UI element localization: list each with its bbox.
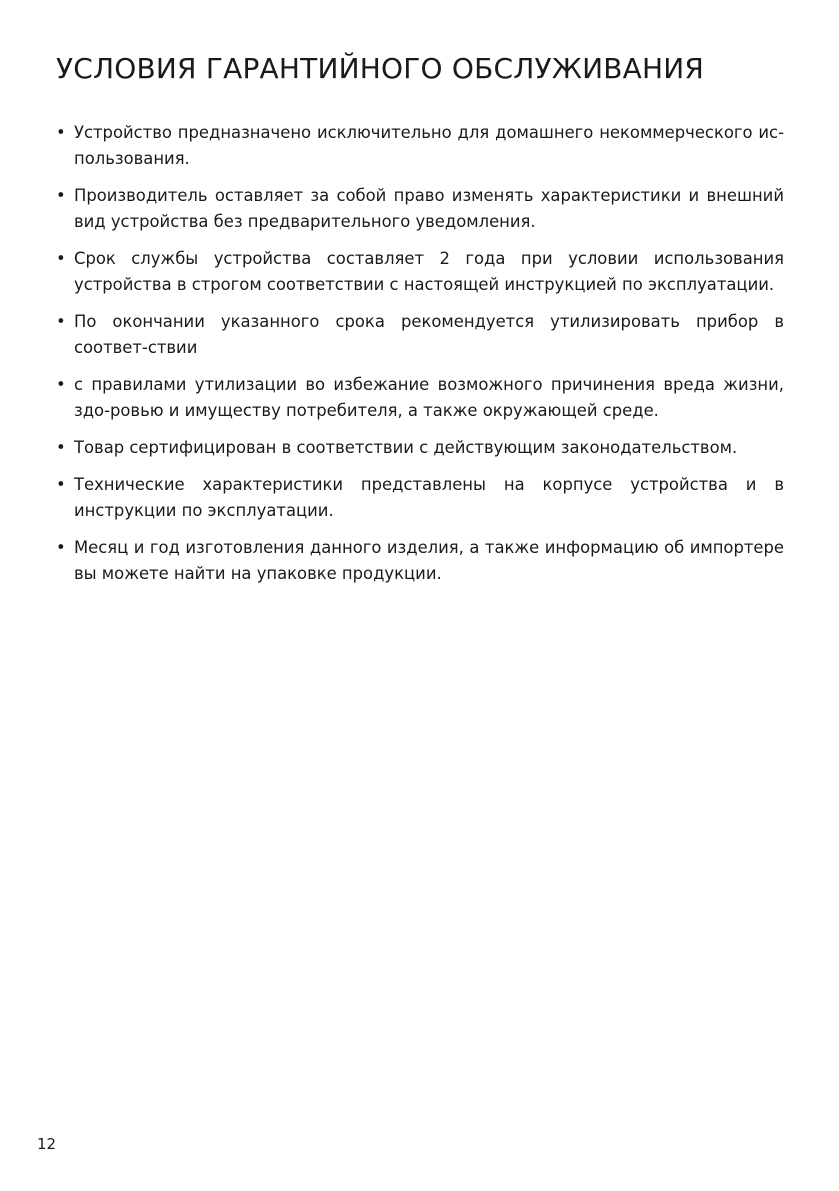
- list-item: [56, 183, 784, 235]
- list-item-text: Технические характеристики представлены на корпусе устройства и в инструкции по эксплуатации.: [74, 475, 784, 520]
- bullet-icon: •: [56, 249, 66, 268]
- list-item: [56, 246, 784, 298]
- list-item: [56, 535, 784, 587]
- bullet-icon: •: [56, 375, 66, 394]
- list-item: [56, 309, 784, 361]
- bullet-icon: •: [56, 475, 66, 494]
- bullet-icon: •: [56, 312, 66, 331]
- bullet-icon: •: [56, 438, 66, 457]
- bullet-icon: •: [56, 123, 66, 142]
- list-item: [56, 472, 784, 524]
- list-item-text: Месяц и год изготовления данного изделия, а также информацию об импортере вы можете найти на упаковке продукции.: [74, 538, 784, 583]
- list-item-text: По окончании указанного срока рекомендуется утилизировать прибор в соответ-ствии: [74, 312, 784, 357]
- list-item: [56, 372, 784, 424]
- page-number: 12: [37, 1135, 57, 1153]
- bullet-icon: •: [56, 538, 66, 557]
- list-item: [56, 120, 784, 172]
- bullet-icon: •: [56, 186, 66, 205]
- list-item-text: Устройство предназначено исключительно для домашнего некоммерческого ис-пользования.: [74, 123, 784, 168]
- list-item-text: Товар сертифицирован в соответствии с действующим законодательством.: [74, 438, 738, 457]
- page-title: УСЛОВИЯ ГАРАНТИЙНОГО ОБСЛУЖИВАНИЯ: [56, 52, 705, 85]
- list-item-text: с правилами утилизации во избежание возможного причинения вреда жизни, здо-ровью и имуществу потребителя, а также окружающей среде.: [74, 375, 784, 420]
- list-item-text: Срок службы устройства составляет 2 года при условии использования устройства в строгом соответствии с настоящей инструкцией по эксплуатации.: [74, 249, 784, 294]
- list-item: [56, 435, 784, 461]
- warranty-conditions-list: [56, 120, 784, 598]
- list-item-text: Производитель оставляет за собой право изменять характеристики и внешний вид устройства без предварительного уведомления.: [74, 186, 784, 231]
